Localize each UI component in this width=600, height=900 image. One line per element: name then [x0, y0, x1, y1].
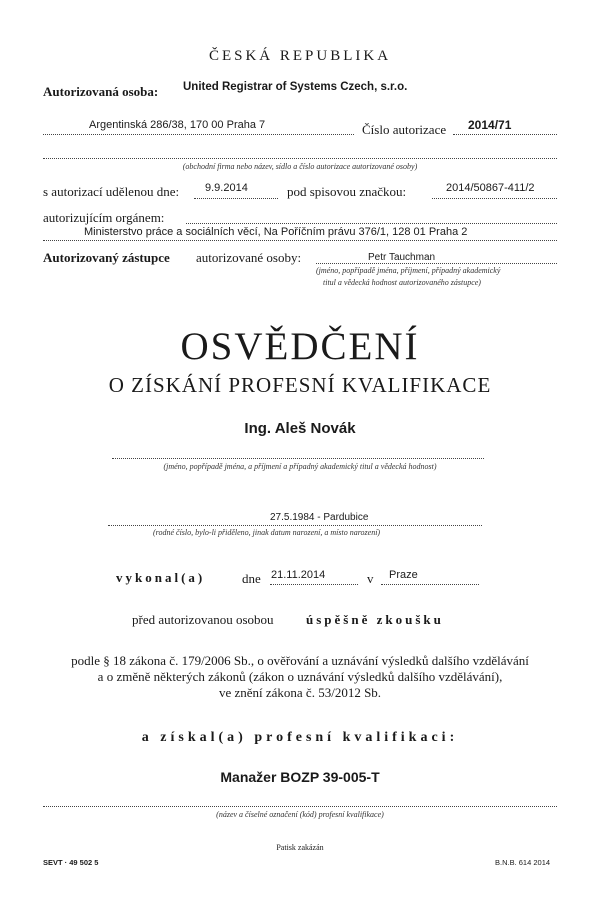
authorization-number-label: Číslo autorizace — [362, 122, 447, 137]
authorized-person-label: Autorizovaná osoba: — [43, 84, 159, 99]
authority-label: autorizujícím orgánem: — [43, 210, 165, 225]
granted-date: 9.9.2014 — [205, 182, 248, 194]
authorization-number-line — [453, 134, 557, 135]
file-number-line — [432, 198, 557, 199]
holder-name-line — [112, 458, 484, 459]
law-line-2: a o změně některých zákonů (zákon o uznávání výsledků dalšího vzdělávání), — [97, 669, 503, 684]
address: Argentinská 286/38, 170 00 Praha 7 — [89, 119, 266, 131]
representative-name: Petr Tauchman — [368, 252, 436, 263]
exam-date-line — [270, 584, 358, 585]
reprint-notice: Patisk zakázán — [276, 843, 324, 852]
footer-right-code: B.N.B. 614 2014 — [495, 858, 551, 867]
exam-place: Praze — [389, 569, 418, 581]
certificate-title: OSVĚDČENÍ — [180, 325, 420, 368]
company-note: (obchodní firma nebo název, sídlo a číslo autorizace autorizované osoby) — [182, 162, 418, 171]
footer-left-code: SEVT · 49 502 5 — [43, 858, 99, 867]
qualification-line — [43, 806, 557, 807]
representative-label: autorizované osoby: — [196, 250, 302, 265]
holder-name-note: (jméno, popřípadě jména, a příjmení a případný akademický titul a vědecká hodnost) — [163, 462, 437, 471]
qualification-name: Manažer BOZP 39-005-T — [220, 769, 380, 785]
file-number: 2014/50867-411/2 — [446, 182, 535, 194]
certificate-subtitle: O ZÍSKÁNÍ PROFESNÍ KVALIFIKACE — [108, 373, 492, 397]
representative-label-bold: Autorizovaný zástupce — [43, 250, 170, 265]
qualification-note: (název a číselné označení (kód) profesní kvalifikace) — [216, 810, 384, 819]
success-text: úspěšně zkoušku — [306, 612, 444, 627]
address-line — [43, 134, 354, 135]
law-line-1: podle § 18 zákona č. 179/2006 Sb., o ověřování a uznávání výsledků dalšího vzdělávání — [71, 653, 529, 668]
authorized-person-name: United Registrar of Systems Czech, s.r.o. — [183, 81, 408, 93]
qualification-intro: a získal(a) profesní kvalifikaci: — [141, 730, 459, 745]
birth-info: 27.5.1984 - Pardubice — [270, 512, 369, 523]
authority-label-line — [186, 223, 557, 224]
authorization-number: 2014/71 — [468, 118, 512, 132]
birth-line — [108, 525, 482, 526]
representative-line — [316, 263, 557, 264]
authority: Ministerstvo práce a sociálních věcí, Na Poříčním právu 376/1, 128 01 Praha 2 — [84, 226, 468, 238]
file-label: pod spisovou značkou: — [287, 184, 407, 199]
authority-line — [43, 240, 557, 241]
representative-note-2: titul a vědecká hodnost autorizovaného zástupce) — [323, 278, 481, 287]
representative-note-1: (jméno, popřípadě jména, příjmení, případný akademický — [316, 266, 501, 275]
law-line-3: ve znění zákona č. 53/2012 Sb. — [218, 685, 382, 700]
exam-date: 21.11.2014 — [271, 569, 326, 581]
country-title: ČESKÁ REPUBLIKA — [208, 48, 392, 64]
company-line — [43, 158, 557, 159]
exam-place-line — [381, 584, 479, 585]
birth-note: (rodné číslo, bylo-li přiděleno, jinak datum narození, a místo narození) — [153, 528, 381, 537]
granted-date-line — [194, 198, 278, 199]
holder-name: Ing. Aleš Novák — [244, 420, 356, 437]
before-text: před autorizovanou osobou — [132, 612, 274, 627]
exam-place-label: v — [367, 571, 374, 586]
exam-date-label: dne — [242, 571, 261, 586]
granted-label: s autorizací udělenou dne: — [43, 184, 180, 199]
performed-label: vykonal(a) — [116, 570, 206, 585]
